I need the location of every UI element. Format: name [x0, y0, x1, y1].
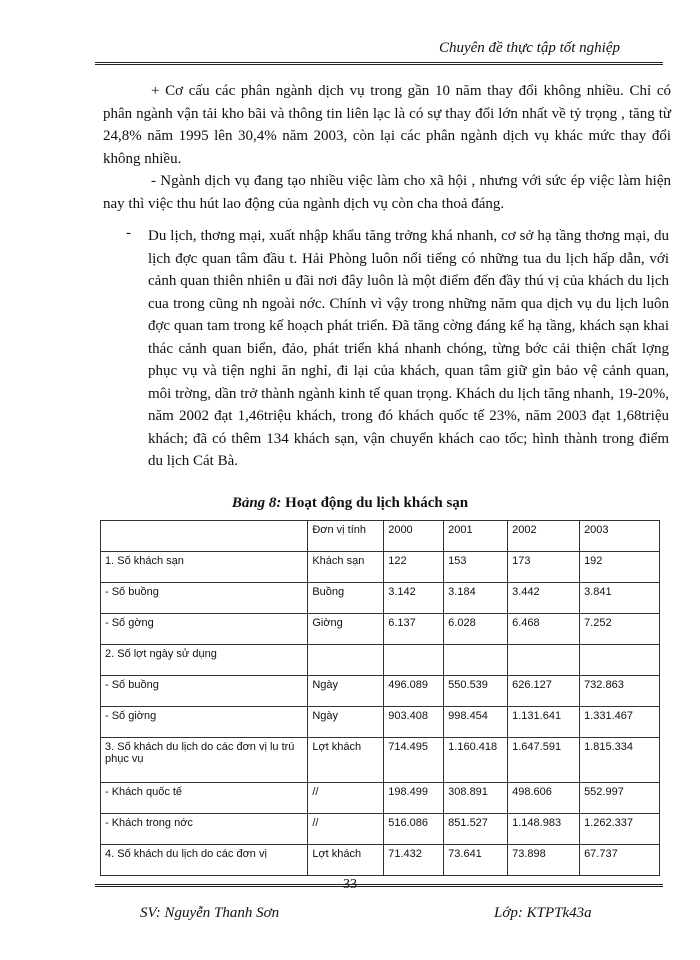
table-cell: 903.408	[384, 707, 444, 738]
table-cell: 1.160.418	[444, 738, 508, 783]
table-cell: 2000	[384, 521, 444, 552]
table-cell: 2001	[444, 521, 508, 552]
table-cell: 552.997	[580, 783, 660, 814]
table-cell: 2. Số lợt ngày sử dụng	[101, 645, 308, 676]
table-caption-text: Hoạt động du lịch khách sạn	[281, 495, 469, 511]
table-cell: 1. Số khách sạn	[101, 552, 308, 583]
table-caption	[0, 495, 700, 512]
table-cell	[101, 521, 308, 552]
table-row	[101, 707, 660, 738]
bullet-dash: -	[126, 225, 131, 241]
table-cell: 851.527	[444, 814, 508, 845]
table-cell: 7.252	[580, 614, 660, 645]
table-cell: 153	[444, 552, 508, 583]
table-header-row	[101, 521, 660, 552]
table-cell: Buồng	[308, 583, 384, 614]
table-row	[101, 645, 660, 676]
table-cell	[508, 645, 580, 676]
table-cell: Giờng	[308, 614, 384, 645]
footer-student: SV: Nguyễn Thanh Sơn	[140, 905, 280, 921]
table-cell: 71.432	[384, 845, 444, 876]
table-cell: 516.086	[384, 814, 444, 845]
table-cell: - Khách quốc tế	[101, 783, 308, 814]
table-cell	[580, 645, 660, 676]
table-cell: Đơn vị tính	[308, 521, 384, 552]
table-cell: 1.647.591	[508, 738, 580, 783]
table-cell: - Số gờng	[101, 614, 308, 645]
table-cell: 173	[508, 552, 580, 583]
paragraph-service-structure	[103, 80, 671, 170]
table-row	[101, 552, 660, 583]
table-cell: 3.184	[444, 583, 508, 614]
table-row	[101, 583, 660, 614]
table-cell	[444, 645, 508, 676]
paragraph-text: + Cơ cấu các phân ngành dịch vụ trong gần 10 năm thay đổi không nhiều. Chỉ có phân ngành vận tải kho bãi và thông tin liên lạc là có sự thay đổi lớn nhất về tỷ trọng , tăng từ 24,8% năm 1995 lên 30,4% năm 2003, còn lại các phân ngành dịch vụ khác mức thay đổi không nhiều.	[103, 83, 671, 167]
table-cell: 6.137	[384, 614, 444, 645]
table-cell: - Số buồng	[101, 583, 308, 614]
table-cell: 3.841	[580, 583, 660, 614]
table-row	[101, 614, 660, 645]
table-cell	[308, 645, 384, 676]
table-cell: 192	[580, 552, 660, 583]
table-cell: 6.468	[508, 614, 580, 645]
page-header-title: Chuyên đề thực tập tốt nghiệp	[438, 40, 620, 56]
table-row	[101, 845, 660, 876]
table-cell: 3.142	[384, 583, 444, 614]
table-cell: 67.737	[580, 845, 660, 876]
table-cell: 3. Số khách du lịch do các đơn vị lu trú phục vụ	[101, 738, 308, 783]
table-cell: Ngày	[308, 707, 384, 738]
table-cell: 496.089	[384, 676, 444, 707]
tourism-table	[100, 520, 660, 876]
table-cell: 3.442	[508, 583, 580, 614]
table-cell: 626.127	[508, 676, 580, 707]
footer-class: Lớp: KTPTk43a	[494, 905, 592, 921]
table-cell: 4. Số khách du lịch do các đơn vị	[101, 845, 308, 876]
paragraph-tourism: Du lịch, thơng mại, xuất nhập khẩu tăng trởng khá nhanh, cơ sở hạ tầng thơng mại, du lịch đợc quan tâm đầu t. Hải Phòng luôn nổi tiếng có những tua du lịch hấp dẫn, với cảnh quan thiên nhiên u đãi nơi đây luôn là một điểm đến đầy thú vị của khách du lịch cua trong cũng nh ngoài nớc. Chính vì vậy trong những năm qua dịch vụ du lịch luôn đợc quan tam trong kế hoạch phát triển. Đã tăng cờng đáng kể hạ tầng, khách sạn khai thác cảnh quan biển, đảo, phát triển khá nhanh chóng, từng bớc cải thiện chất lợng phục vụ và tiện nghi ăn nghỉ, đi lại của khách, quan tâm giữ gìn bảo vệ cảnh quan, môi trờng, dần trở thành ngành kinh tế quan trọng. Khách du lịch tăng nhanh, 19-20%, năm 2002 đạt 1,46triệu khách, trong đó khách quốc tế 23%, năm 2003 đạt 1,68triệu khách; đã có thêm 134 khách sạn, vận chuyển khách cao tốc; hình thành trong điểm du lịch Cát Bà.	[148, 228, 669, 469]
table-row	[101, 738, 660, 783]
table-cell: Lợt khách	[308, 738, 384, 783]
table-cell: 2002	[508, 521, 580, 552]
header-rule	[95, 62, 663, 65]
table-cell: 550.539	[444, 676, 508, 707]
table-cell: 1.815.334	[580, 738, 660, 783]
table-cell: 122	[384, 552, 444, 583]
table-body	[101, 521, 660, 876]
table-cell: 73.898	[508, 845, 580, 876]
table-cell: 498.606	[508, 783, 580, 814]
page-number: 33	[343, 877, 357, 892]
table-cell: 308.891	[444, 783, 508, 814]
table-caption-prefix: Bảng 8:	[231, 495, 282, 511]
table-cell: 1.148.983	[508, 814, 580, 845]
table-row	[101, 783, 660, 814]
table-cell: 1.331.467	[580, 707, 660, 738]
table-cell: 714.495	[384, 738, 444, 783]
table-cell: Lợt khách	[308, 845, 384, 876]
table-cell: 6.028	[444, 614, 508, 645]
table-cell: 1.262.337	[580, 814, 660, 845]
table-row	[101, 676, 660, 707]
table-cell: 198.499	[384, 783, 444, 814]
table-cell: Khách sạn	[308, 552, 384, 583]
table-cell	[384, 645, 444, 676]
table-row	[101, 814, 660, 845]
table-cell: - Số buồng	[101, 676, 308, 707]
table-cell: 732.863	[580, 676, 660, 707]
table-cell: - Số giờng	[101, 707, 308, 738]
table-cell: 73.641	[444, 845, 508, 876]
paragraph-service-employment: - Ngành dịch vụ đang tạo nhiều việc làm cho xã hội , nhưng với sức ép việc làm hiện nay thì việc thu hút lao động của ngành dịch vụ còn cha thoả đáng.	[103, 173, 671, 212]
table-cell: //	[308, 814, 384, 845]
table-cell: 2003	[580, 521, 660, 552]
table-cell: Ngày	[308, 676, 384, 707]
table-cell: //	[308, 783, 384, 814]
table-cell: 1.131.641	[508, 707, 580, 738]
table-cell: - Khách trong nớc	[101, 814, 308, 845]
table-cell: 998.454	[444, 707, 508, 738]
